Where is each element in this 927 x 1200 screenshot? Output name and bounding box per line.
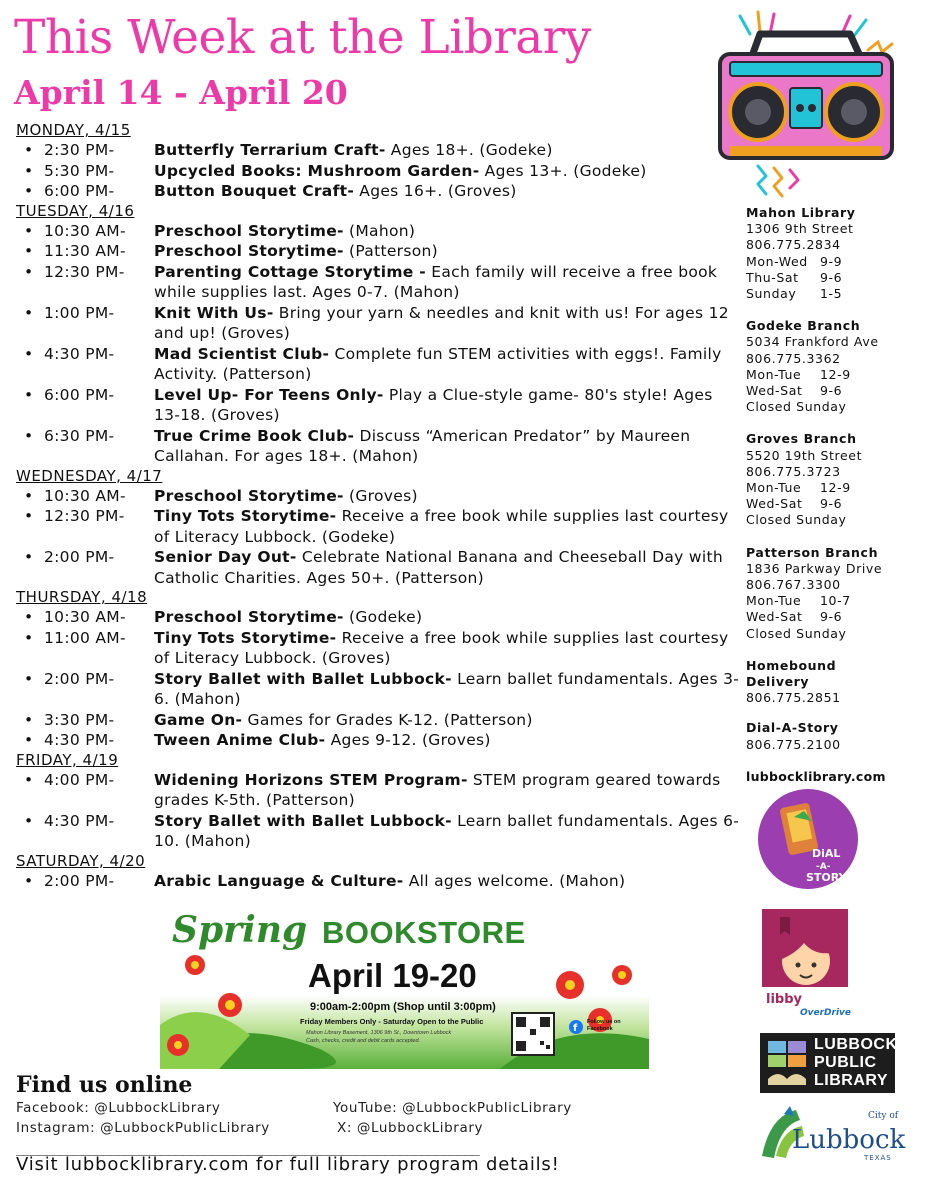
event-time: 12:30 PM- <box>44 507 125 525</box>
branch-hours-row <box>746 593 921 609</box>
library-branch <box>746 431 921 528</box>
event-item <box>16 241 741 262</box>
branch-address: 5034 Frankford Ave <box>746 334 879 350</box>
event-item <box>16 303 741 344</box>
bookstore-title: BOOKSTORE <box>322 915 526 950</box>
event-item <box>16 140 741 161</box>
event-time: 12:30 PM- <box>44 262 125 281</box>
event-title: Preschool Storytime- <box>154 242 344 260</box>
event-description: Celebrate National Banana and Cheeseball Day with Catholic Charities. Ages 50+. (Patterson) <box>154 548 723 587</box>
event-description: (Patterson) <box>349 242 438 260</box>
date-range: April 14 - April 20 <box>14 73 348 112</box>
libby-logo <box>760 907 852 1021</box>
bullet-icon: • <box>24 871 34 890</box>
event-description: Receive a free book while supplies last courtesy of Literacy Lubbock. (Groves) <box>154 628 729 667</box>
event-item <box>16 547 741 588</box>
branch-hours-row <box>746 609 921 625</box>
branch-hours-row <box>746 254 921 270</box>
event-title: Arabic Language & Culture- <box>154 871 404 890</box>
event-description: Learn ballet fundamentals. Ages 6-10. (Mahon) <box>154 811 740 850</box>
event-title: Level Up- For Teens Only- <box>154 385 384 404</box>
event-time: 2:00 PM- <box>44 669 115 688</box>
bookstore-follow: Follow us on Facebook <box>587 1019 621 1032</box>
event-description: Complete fun STEM activities with eggs!. Family Activity. (Patterson) <box>154 344 722 383</box>
event-description: Ages 18+. (Godeke) <box>390 141 553 159</box>
event-time: 10:30 AM- <box>44 486 126 505</box>
event-title: Preschool Storytime- <box>154 221 344 240</box>
event-item <box>16 181 741 202</box>
event-title: Game On- <box>154 710 243 729</box>
library-branch <box>746 205 921 302</box>
hours-time: 12-9 <box>820 480 851 496</box>
event-time: 10:30 AM- <box>44 221 126 240</box>
branch-hours-row <box>746 383 921 399</box>
event-item <box>16 426 741 467</box>
event-description: Games for Grades K-12. (Patterson) <box>247 710 533 729</box>
event-time: 5:30 PM- <box>44 161 115 180</box>
hours-time: 9-6 <box>820 269 843 285</box>
event-time: 6:00 PM- <box>44 385 115 404</box>
library-locations <box>746 205 921 785</box>
hours-days: Wed-Sat <box>746 496 803 512</box>
hours-time: 1-5 <box>820 286 843 302</box>
event-title: Butterfly Terrarium Craft- <box>154 141 386 159</box>
day-heading: THURSDAY, 4/18 <box>16 588 148 606</box>
bullet-icon: • <box>24 426 34 445</box>
day-heading: FRIDAY, 4/19 <box>16 750 119 769</box>
event-time: 4:30 PM- <box>44 811 115 830</box>
event-description: Bring your yarn & needles and knit with us! For ages 12 and up! (Groves) <box>154 303 729 342</box>
boombox-tape-deck <box>790 88 822 128</box>
city-of-lubbock-logo <box>756 1104 906 1166</box>
event-title: Tiny Tots Storytime- <box>154 507 337 525</box>
library-branch <box>746 545 921 642</box>
event-item <box>16 871 741 892</box>
bullet-icon: • <box>24 811 34 830</box>
event-item <box>16 262 741 303</box>
libby-wordmark: libby <box>766 992 802 1007</box>
event-description: Learn ballet fundamentals. Ages 3-6. (Mahon) <box>154 669 740 708</box>
event-description: (Groves) <box>349 486 418 505</box>
dial-a-story-info <box>746 720 921 752</box>
dial-a-story-logo <box>756 787 860 891</box>
bullet-icon: • <box>24 141 34 159</box>
hours-days: Wed-Sat <box>746 383 803 399</box>
event-title: Preschool Storytime- <box>154 486 344 505</box>
bullet-icon: • <box>24 507 34 525</box>
branch-closed: Closed Sunday <box>746 512 847 528</box>
branch-name: Godeke Branch <box>746 318 861 334</box>
hours-time: 12-9 <box>820 366 851 382</box>
dial-a-story-phone: 806.775.2100 <box>746 736 841 752</box>
homebound-phone: 806.775.2851 <box>746 690 841 706</box>
event-title: Mad Scientist Club- <box>154 344 330 363</box>
event-time: 4:30 PM- <box>44 344 115 363</box>
bookstore-spring: Spring <box>172 909 308 951</box>
bullet-icon: • <box>24 770 34 789</box>
event-item <box>16 486 741 507</box>
bullet-icon: • <box>24 262 34 281</box>
bullet-icon: • <box>24 303 34 322</box>
visit-website-text: Visit lubbocklibrary.com for full library program details! <box>16 1154 560 1175</box>
event-item <box>16 770 741 811</box>
day-heading: WEDNESDAY, 4/17 <box>16 466 163 485</box>
event-title: Widening Horizons STEM Program- <box>154 770 468 789</box>
hours-days: Thu-Sat <box>746 269 799 285</box>
lpl-book-mark <box>766 1039 810 1087</box>
find-us-heading: Find us online <box>16 1072 193 1098</box>
texas-text: TEXAS <box>864 1154 892 1162</box>
event-time: 10:30 AM- <box>44 608 126 626</box>
hours-time: 9-6 <box>820 496 843 512</box>
branch-closed: Closed Sunday <box>746 625 847 641</box>
branch-name: Mahon Library <box>746 205 856 220</box>
hours-days: Mon-Tue <box>746 480 802 496</box>
event-item <box>16 811 741 852</box>
event-title: Knit With Us- <box>154 303 274 322</box>
event-item <box>16 506 741 547</box>
event-description: Ages 16+. (Groves) <box>359 182 517 200</box>
event-title: Upcycled Books: Mushroom Garden- <box>154 161 480 180</box>
bookstore-hours: 9:00am-2:00pm (Shop until 3:00pm) <box>310 1001 496 1013</box>
event-time: 2:00 PM- <box>44 548 115 566</box>
bookstore-location: Mahon Library Basement, 1306 9th St., Downtown Lubbock <box>306 1030 452 1036</box>
branch-address: 5520 19th Street <box>746 447 863 463</box>
bullet-icon: • <box>24 385 34 404</box>
homebound-delivery <box>746 658 921 707</box>
event-item <box>16 628 741 669</box>
event-description: Ages 13+. (Godeke) <box>484 161 647 180</box>
event-description: STEM program geared towards grades K-5th. (Patterson) <box>154 770 721 809</box>
event-title: Parenting Cottage Storytime - <box>154 262 427 281</box>
day-heading: TUESDAY, 4/16 <box>16 201 135 220</box>
hours-days: Sunday <box>746 286 797 302</box>
homebound-title: Homebound Delivery <box>746 657 837 690</box>
bookstore-payment: Cash, checks, credit and debit cards accepted. <box>306 1038 421 1044</box>
overdrive-wordmark: OverDrive <box>800 1008 852 1018</box>
branch-hours-row <box>746 496 921 512</box>
event-item <box>16 385 741 426</box>
lubbock-public-library-logo <box>760 1033 898 1093</box>
event-description: All ages welcome. (Mahon) <box>408 871 626 890</box>
city-of-text: City of <box>868 1111 899 1121</box>
bookstore-dates: April 19-20 <box>308 957 477 994</box>
branch-phone: 806.775.3723 <box>746 463 841 479</box>
event-item <box>16 669 741 710</box>
event-title: Story Ballet with Ballet Lubbock- <box>154 811 452 830</box>
event-time: 3:30 PM- <box>44 710 115 729</box>
bullet-icon: • <box>24 161 34 180</box>
event-item <box>16 161 741 182</box>
event-time: 2:00 PM- <box>44 871 115 890</box>
event-description: Each family will receive a free book while supplies last. Ages 0-7. (Mahon) <box>154 262 718 301</box>
branch-closed: Closed Sunday <box>746 399 847 415</box>
branch-address: 1836 Parkway Drive <box>746 560 883 576</box>
day-heading: SATURDAY, 4/20 <box>16 851 146 870</box>
lpl-line-2: PUBLIC <box>814 1054 877 1071</box>
branch-phone: 806.767.3300 <box>746 577 841 593</box>
branch-address: 1306 9th Street <box>746 221 854 237</box>
event-description: (Mahon) <box>349 221 416 240</box>
event-description: Ages 9-12. (Groves) <box>330 731 491 749</box>
lpl-line-3: LIBRARY <box>814 1072 889 1089</box>
branch-phone: 806.775.3362 <box>746 350 841 366</box>
branch-hours-row <box>746 480 921 496</box>
branch-name: Patterson Branch <box>746 544 879 560</box>
bullet-icon: • <box>24 608 34 626</box>
svg-text:f: f <box>573 1023 578 1034</box>
dial-a-story-logo-text-1: DiAL <box>812 847 841 860</box>
branch-name: Groves Branch <box>746 431 857 447</box>
dashed-separator: ________________________________________________________________ <box>16 1140 479 1156</box>
event-title: Button Bouquet Craft- <box>154 182 355 200</box>
bullet-icon: • <box>24 669 34 688</box>
bullet-icon: • <box>24 344 34 363</box>
event-title: Preschool Storytime- <box>154 608 344 626</box>
website-link[interactable]: lubbocklibrary.com <box>746 768 886 784</box>
bullet-icon: • <box>24 242 34 260</box>
event-time: 6:00 PM- <box>44 182 115 200</box>
event-description: Receive a free book while supplies last courtesy of Literacy Lubbock. (Godeke) <box>154 507 729 546</box>
hours-time: 10-7 <box>820 593 851 609</box>
bullet-icon: • <box>24 731 34 749</box>
event-description: Play a Clue-style game- 80's style! Ages 13-18. (Groves) <box>154 385 713 424</box>
boombox-sparkles-bottom <box>758 166 798 196</box>
event-time: 2:30 PM- <box>44 141 115 159</box>
hours-days: Mon-Tue <box>746 366 802 382</box>
event-item <box>16 710 741 731</box>
branch-hours-row <box>746 270 921 286</box>
event-time: 11:30 AM- <box>44 242 126 260</box>
hours-days: Mon-Wed <box>746 253 808 269</box>
event-title: Tiny Tots Storytime- <box>154 628 337 647</box>
bullet-icon: • <box>24 221 34 240</box>
hours-days: Wed-Sat <box>746 609 803 625</box>
instagram-handle[interactable]: Instagram: @LubbockPublicLibrary <box>16 1120 270 1136</box>
event-title: True Crime Book Club- <box>154 426 355 445</box>
weekly-schedule <box>16 121 741 891</box>
event-description: Discuss “American Predator” by Maureen Callahan. For ages 18+. (Mahon) <box>154 426 691 465</box>
lubbock-wordmark: Lubbock <box>792 1125 906 1155</box>
event-title: Senior Day Out- <box>154 548 297 566</box>
page-title: This Week at the Library <box>14 10 591 65</box>
bullet-icon: • <box>24 628 34 647</box>
x-handle[interactable]: X: @LubbockLibrary <box>337 1120 484 1136</box>
event-time: 6:30 PM- <box>44 426 115 445</box>
dial-a-story-title: Dial-A-Story <box>746 720 839 736</box>
youtube-handle[interactable]: YouTube: @LubbockPublicLibrary <box>333 1100 572 1116</box>
branch-hours-row <box>746 367 921 383</box>
spring-bookstore-banner <box>160 905 649 1069</box>
bookstore-members: Friday Members Only - Saturday Open to the Public <box>300 1017 484 1026</box>
event-title: Tween Anime Club- <box>154 731 326 749</box>
bullet-icon: • <box>24 486 34 505</box>
hours-time: 9-6 <box>820 383 843 399</box>
event-title: Story Ballet with Ballet Lubbock- <box>154 669 452 688</box>
dial-a-story-logo-text-3: STORY <box>806 871 847 884</box>
event-description: (Godeke) <box>349 608 423 626</box>
event-time: 1:00 PM- <box>44 303 115 322</box>
hours-days: Mon-Tue <box>746 593 802 609</box>
event-item <box>16 607 741 628</box>
branch-phone: 806.775.2834 <box>746 237 841 253</box>
lpl-line-1: LUBBOCK <box>814 1036 898 1053</box>
bullet-icon: • <box>24 710 34 729</box>
event-item <box>16 221 741 242</box>
event-item <box>16 344 741 385</box>
event-time: 4:00 PM- <box>44 770 115 789</box>
event-time: 4:30 PM- <box>44 731 115 749</box>
hours-time: 9-6 <box>820 609 843 625</box>
bullet-icon: • <box>24 182 34 200</box>
event-time: 11:00 AM- <box>44 628 126 647</box>
library-branch <box>746 318 921 415</box>
event-item <box>16 730 741 751</box>
bullet-icon: • <box>24 548 34 566</box>
dial-a-story-logo-text-2: -A- <box>816 862 831 872</box>
day-heading: MONDAY, 4/15 <box>16 121 131 139</box>
facebook-handle[interactable]: Facebook: @LubbockLibrary <box>16 1100 221 1116</box>
branch-hours-row <box>746 286 921 302</box>
hours-time: 9-9 <box>820 253 843 269</box>
